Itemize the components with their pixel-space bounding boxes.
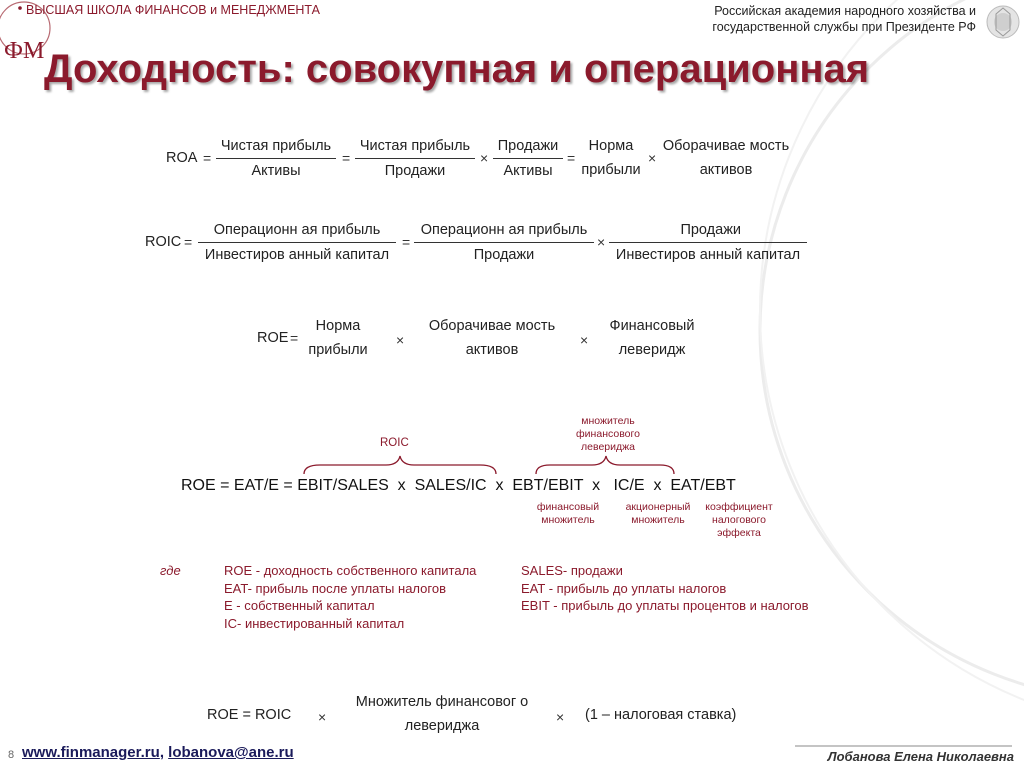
roic-fraction-1 [198, 222, 396, 263]
fraction-numerator: Операционн ая прибыль [414, 222, 594, 243]
email-link[interactable]: lobanova@ane.ru [168, 744, 294, 761]
fraction-denominator: Продажи [473, 247, 535, 263]
author-name: Лобанова Елена Николаевна [827, 749, 1014, 764]
label-line: множитель [631, 514, 685, 526]
equals-sign: = [184, 234, 193, 250]
legend-item: E - собственный капитал [224, 598, 375, 613]
label-line: эффекта [717, 527, 761, 539]
legend-left-list [224, 562, 476, 632]
financial-multiplier-label [530, 501, 606, 527]
footer-links [22, 744, 294, 761]
equals-sign: = [402, 234, 411, 250]
term-top: Оборачивае мость [428, 318, 556, 334]
roe-leverage-term [602, 314, 702, 362]
fraction-numerator: Продажи [493, 138, 563, 159]
equity-multiplier-label [618, 501, 698, 527]
times-sign: × [556, 709, 565, 725]
link-separator: , [159, 744, 164, 761]
term-top: Оборачивае мость [662, 138, 790, 154]
school-name: ВЫСШАЯ ШКОЛА ФИНАНСОВ и МЕНЕДЖМЕНТА [26, 3, 320, 17]
term-bottom: левeридж [618, 342, 686, 358]
fraction-denominator: Продажи [384, 163, 446, 179]
label-line: множитель [541, 514, 595, 526]
legend-item: ROE - доходность собственного капитала [224, 563, 477, 578]
page-number: 8 [8, 749, 15, 761]
roa-fraction-1 [216, 138, 336, 179]
times-sign: × [597, 234, 606, 250]
legend-item: IC- инвестированный капитал [224, 615, 405, 631]
label-line: акционерный [625, 501, 691, 513]
label-line: финансового [576, 428, 640, 440]
equals-sign: = [567, 150, 576, 166]
fraction-denominator: Активы [251, 163, 301, 179]
roe-roic-lhs: ROE = ROIC [207, 707, 292, 723]
label-line: финансовый [536, 501, 600, 513]
academy-name [712, 3, 976, 35]
label-line: множитель [581, 415, 635, 427]
times-sign: × [580, 332, 589, 348]
roe-lhs: ROE [257, 330, 289, 346]
times-sign: × [648, 150, 657, 166]
fraction-denominator: Активы [503, 163, 553, 179]
term-bottom: прибыли [581, 162, 641, 178]
roic-brace-label: ROIC [380, 437, 409, 449]
label-line: коэффициент [705, 501, 773, 513]
times-sign: × [318, 709, 327, 725]
tax-term: (1 – налоговая ставка) [585, 707, 737, 723]
term-top: Финансовый [609, 318, 695, 334]
label-line: налогового [712, 514, 766, 526]
site-link[interactable]: www.finmanager.ru [22, 744, 160, 761]
roa-fraction-3 [493, 138, 563, 179]
academy-line-1: Российская академия народного хозяйства и [714, 4, 976, 18]
fraction-denominator: Инвестиров анный капитал [615, 247, 801, 263]
times-sign: × [480, 150, 489, 166]
equals-sign: = [290, 330, 299, 346]
leverage-brace [536, 456, 674, 474]
term-bottom: активов [465, 342, 519, 358]
leverage-multiplier-term [340, 690, 544, 738]
roa-fraction-2 [355, 138, 475, 179]
leverage-brace-label [568, 415, 648, 454]
term-bottom: левериджа [404, 718, 480, 734]
term-bottom: активов [699, 162, 753, 178]
roic-fraction-3 [609, 222, 807, 263]
roa-margin-term [578, 134, 644, 182]
equals-sign: = [342, 150, 351, 166]
legend-item: EAT - прибыль до уплаты налогов [521, 580, 727, 596]
page-title: Доходность: совокупная и операционная [44, 47, 870, 91]
roa-lhs: ROA [166, 150, 198, 166]
tax-effect-label [702, 501, 776, 540]
term-top: Множитель финансовог о [355, 694, 529, 710]
fraction-numerator: Операционн ая прибыль [198, 222, 396, 243]
roa-turnover-term [658, 134, 794, 182]
times-sign: × [396, 332, 405, 348]
legend-right-list [521, 562, 809, 615]
term-bottom: прибыли [308, 342, 368, 358]
equals-sign: = [203, 150, 212, 166]
academy-line-2: государственной службы при Президенте РФ [712, 20, 976, 34]
fraction-numerator: Чистая прибыль [216, 138, 336, 159]
term-top: Норма [315, 318, 361, 334]
fraction-numerator: Чистая прибыль [355, 138, 475, 159]
decomposition-equation: ROE = EAT/E = EBIT/SALES x SALES/IC x EBT/EBIT x IC/E x EAT/EBT [181, 477, 736, 494]
roic-lhs: ROIC [145, 234, 182, 250]
emblem-icon [984, 2, 1022, 44]
roe-turnover-term [422, 314, 562, 362]
roic-brace [304, 456, 496, 474]
legend-item: EAT- прибыль после уплаты налогов [224, 580, 446, 596]
legend-item: EBIT - прибыль до уплаты процентов и налогов [521, 598, 809, 613]
roic-fraction-2 [414, 222, 594, 263]
term-top: Норма [588, 138, 634, 154]
label-line: левериджа [581, 441, 635, 453]
legend-where: где [160, 563, 181, 578]
roe-margin-term [302, 314, 374, 362]
fraction-numerator: Продажи [609, 222, 807, 243]
fraction-denominator: Инвестиров анный капитал [204, 247, 390, 263]
curly-braces [300, 454, 680, 476]
legend-item: SALES- продажи [521, 563, 623, 578]
school-logo: ФМ [4, 38, 45, 64]
